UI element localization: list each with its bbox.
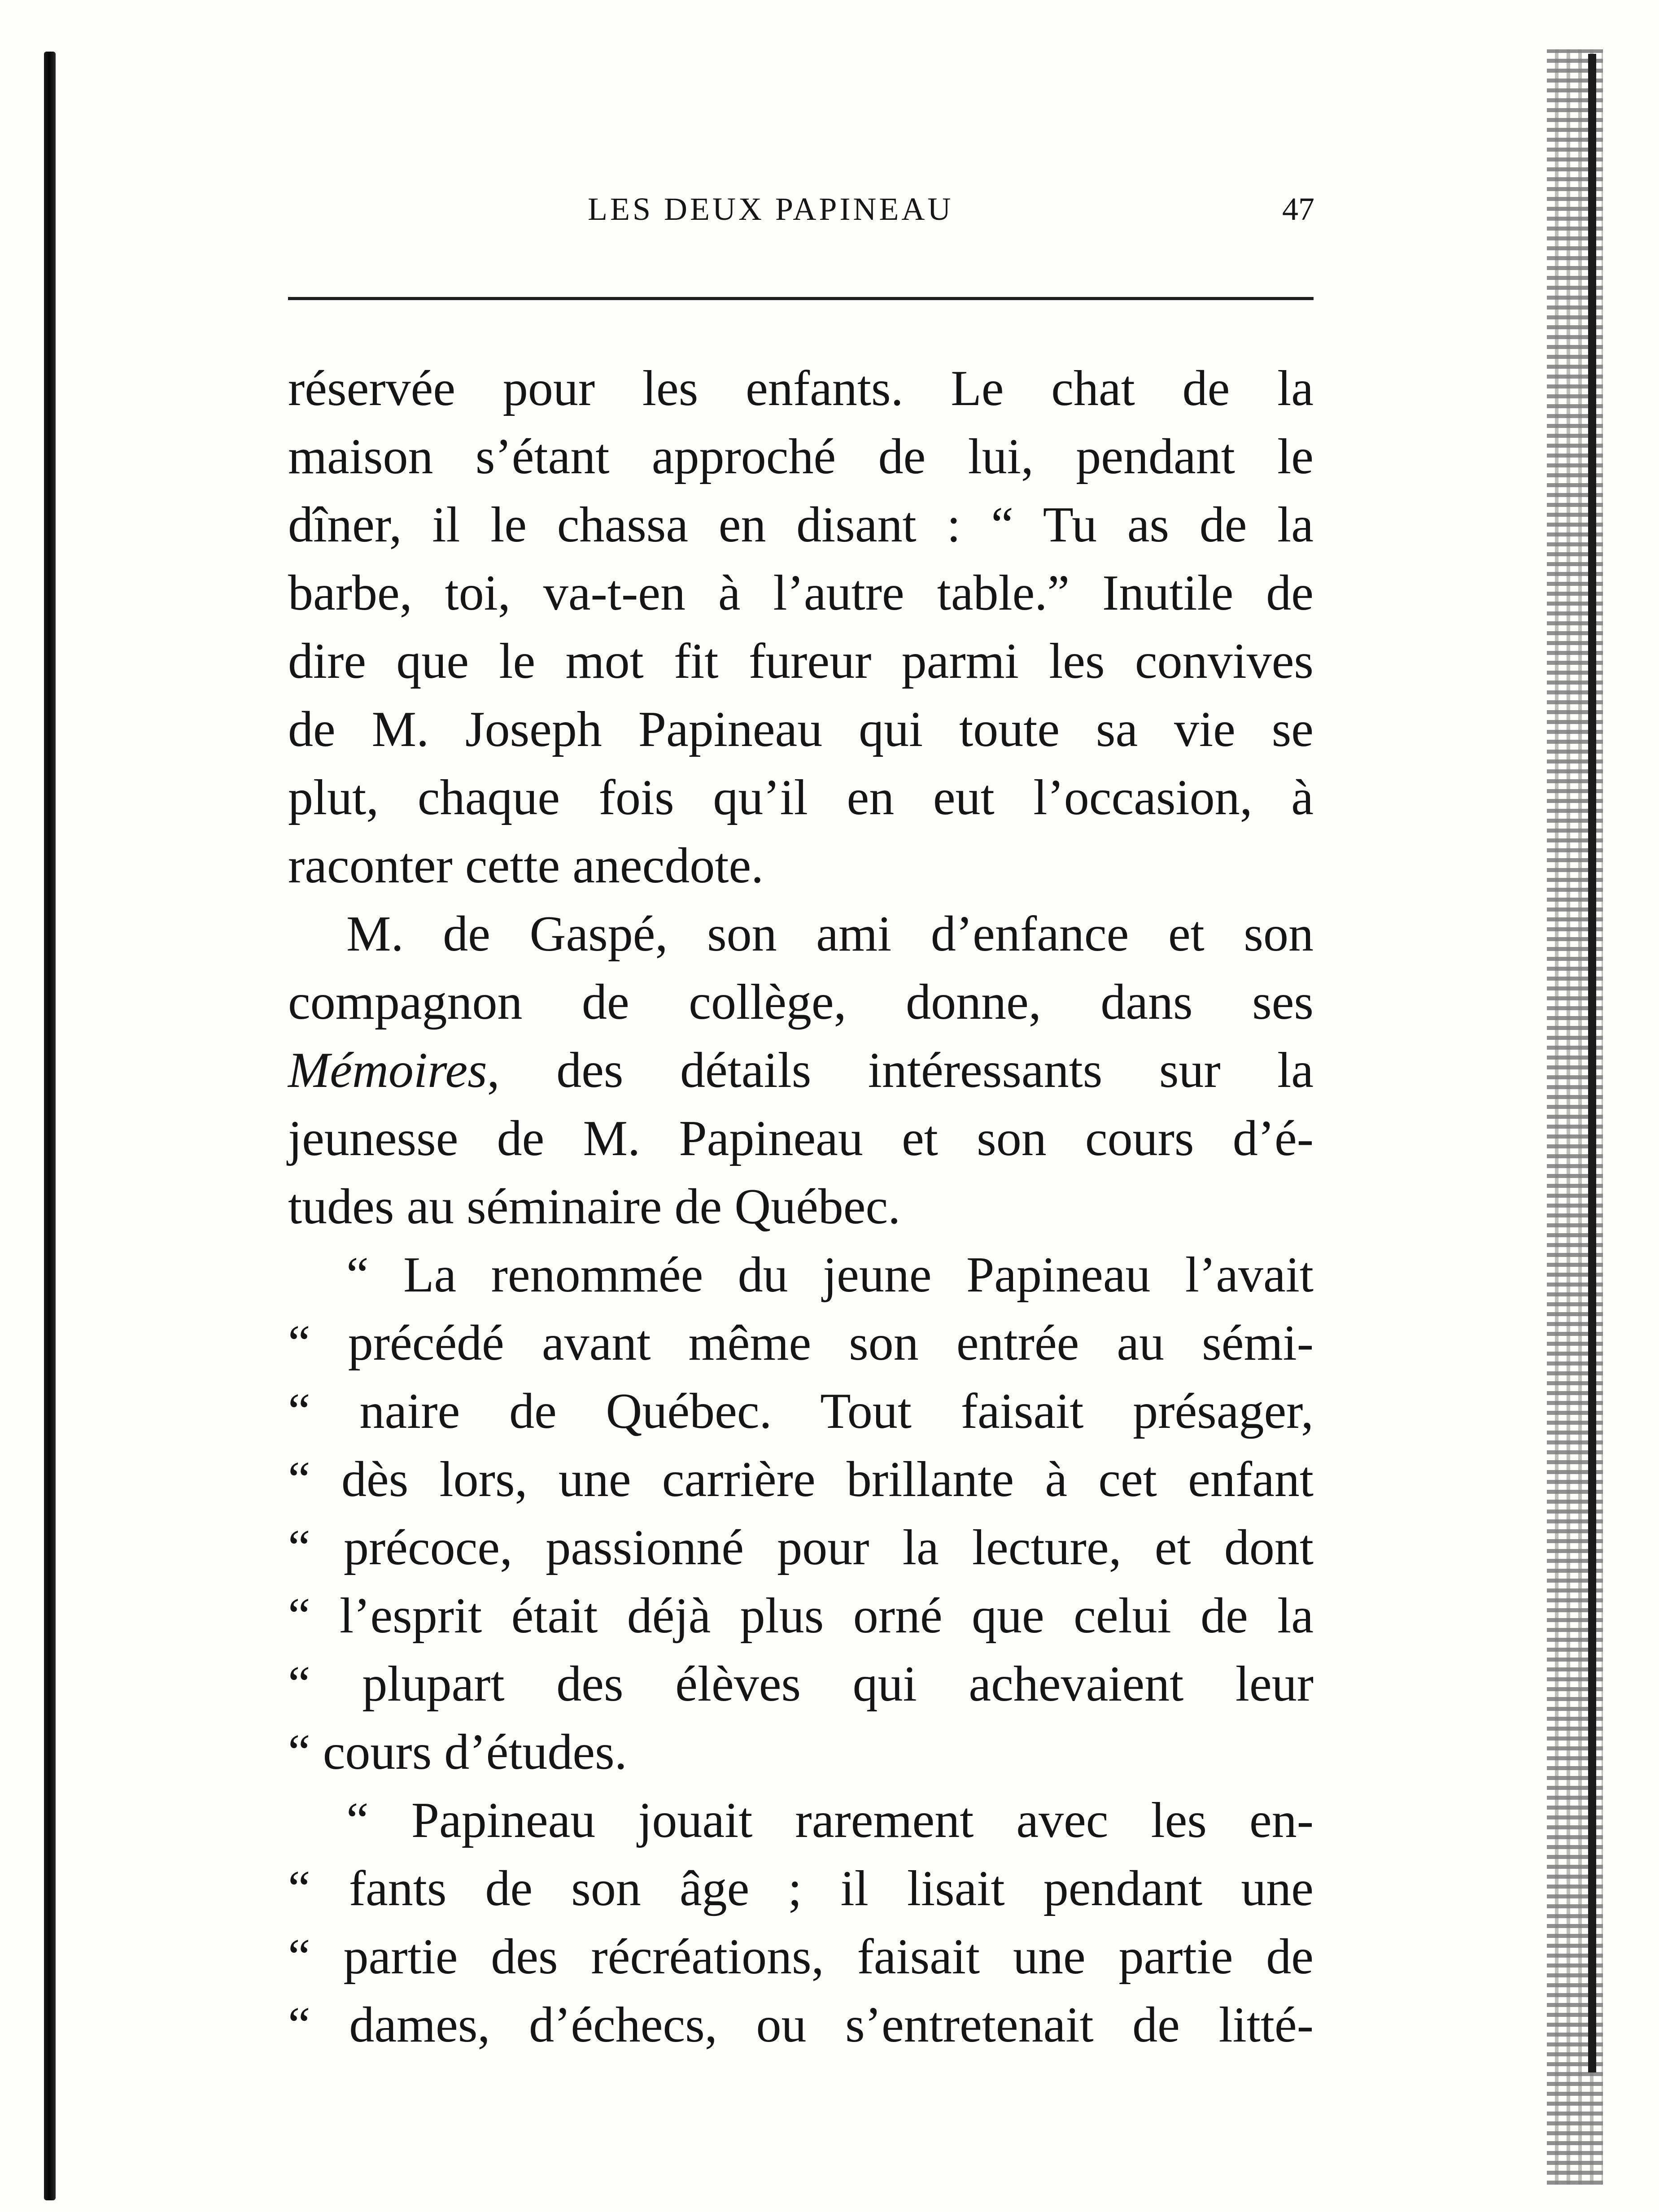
italic-book-title: Mémoires [288,1043,487,1098]
text-line: jeunesse de M. Papineau et son cours d’é- [288,1111,1314,1166]
text-line-rest: , des détails intéressants sur la [487,1043,1314,1098]
text-line: compagnon de collège, donne, dans ses [288,974,1314,1030]
body-text [288,354,1314,2059]
quote-line: “ dames, d’échecs, ou s’entretenait de litté- [288,1997,1314,2053]
scan-edge-bar [1588,54,1596,2072]
text-line-with-title [288,1036,1314,1104]
quote-line: “ plupart des élèves qui achevaient leur [288,1656,1314,1712]
text-line: plut, chaque fois qu’il en eut l’occasion, à [288,770,1314,825]
text-line: M. de Gaspé, son ami d’enfance et son [346,906,1314,962]
header-rule [288,297,1314,300]
running-header [287,191,1314,231]
text-line: maison s’étant approché de lui, pendant le [288,429,1314,484]
text-line: réservée pour les enfants. Le chat de la [288,361,1314,416]
quote-line: “ précoce, passionné pour la lecture, et dont [288,1520,1314,1575]
running-title: LES DEUX PAPINEAU [588,191,954,227]
quote-line: “ dès lors, une carrière brillante à cet enfant [288,1452,1314,1507]
quote-line: “ fants de son âge ; il lisait pendant une [288,1861,1314,1916]
scan-binding-shadow [44,52,56,2200]
text-line: barbe, toi, va-t-en à l’autre table.” Inutile de [288,565,1314,621]
text-line: raconter cette anecdote. [288,838,764,894]
text-line: de M. Joseph Papineau qui toute sa vie se [288,702,1314,757]
quote-line: “ partie des récréations, faisait une partie de [288,1929,1314,1985]
quote-line: “ l’esprit était déjà plus orné que celui de la [288,1588,1314,1644]
quote-line: “ naire de Québec. Tout faisait présager, [288,1383,1314,1439]
quote-line: “ La renommée du jeune Papineau l’avait [346,1247,1314,1303]
text-line: tudes au séminaire de Québec. [288,1179,901,1235]
quote-line: “ précédé avant même son entrée au sémi- [288,1315,1314,1371]
text-line: dire que le mot fit fureur parmi les convives [288,633,1314,689]
quote-line: “ cours d’études. [288,1724,627,1780]
text-line: dîner, il le chassa en disant : “ Tu as de la [288,497,1314,553]
page-number: 47 [1282,191,1314,227]
quote-line: “ Papineau jouait rarement avec les en- [346,1793,1314,1848]
